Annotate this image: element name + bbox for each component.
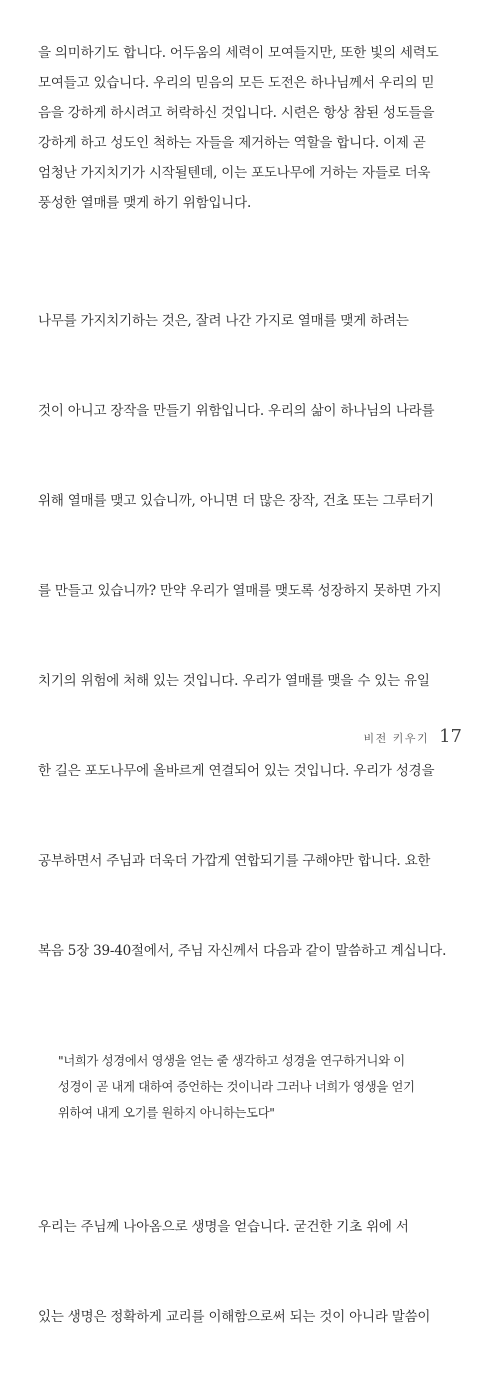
text-line: 있는 생명은 정확하게 교리를 이해함으로써 되는 것이 아니라 말씀이 xyxy=(38,1309,431,1325)
paragraph-2 xyxy=(38,246,464,1026)
text-line: 나무를 가지치기하는 것은, 잘려 나간 가지로 열매를 맺게 하려는 xyxy=(38,313,409,329)
quote-line: 성경이 곧 내게 대하여 증언하는 것이니라 그러나 너희가 영생을 얻기 xyxy=(58,1080,415,1094)
running-title: 비전 키우기 xyxy=(363,732,430,745)
quote-line: "너희가 성경에서 영생을 얻는 줄 생각하고 성경을 연구하거니와 이 xyxy=(58,1054,405,1068)
text-line: 위해 열매를 맺고 있습니까, 아니면 더 많은 장작, 건초 또는 그루터기 xyxy=(38,493,434,509)
text-line: 공부하면서 주님과 더욱더 가깝게 연합되기를 구해야만 합니다. 요한 xyxy=(38,853,431,869)
text-line: 치기의 위험에 처해 있는 것입니다. 우리가 열매를 맺을 수 있는 유일 xyxy=(38,673,430,689)
text-line: 엄청난 가지치기가 시작될텐데, 이는 포도나무에 거하는 자들로 더욱 xyxy=(38,165,431,181)
scripture-quote xyxy=(58,1048,458,1126)
text-line: 를 만들고 있습니까? 만약 우리가 열매를 맺도록 성장하지 못하면 가지 xyxy=(38,583,442,599)
text-line: 것이 아니고 장작을 만들기 위함입니다. 우리의 삶이 하나님의 나라를 xyxy=(38,403,435,419)
page-footer xyxy=(363,726,462,747)
page-number: 17 xyxy=(439,726,462,747)
paragraph-1 xyxy=(38,38,464,218)
text-line: 강하게 하고 성도인 척하는 자들을 제거하는 역할을 합니다. 이제 곧 xyxy=(38,135,426,151)
text-line: 복음 5장 39-40절에서, 주님 자신께서 다음과 같이 말씀하고 계십니다. xyxy=(38,943,447,959)
text-line: 풍성한 열매를 맺게 하기 위함입니다. xyxy=(38,195,252,211)
page-body xyxy=(38,38,464,1392)
text-line: 모여들고 있습니다. 우리의 믿음의 모든 도전은 하나님께서 우리의 믿 xyxy=(38,75,435,91)
paragraph-gap xyxy=(38,1026,464,1048)
quote-line: 위하여 내게 오기를 원하지 아니하는도다" xyxy=(58,1106,275,1120)
text-line: 음을 강하게 하시려고 허락하신 것입니다. 시련은 항상 참된 성도들을 xyxy=(38,105,435,121)
paragraph-3 xyxy=(38,1152,464,1392)
text-line: 우리는 주님께 나아옴으로 생명을 얻습니다. 굳건한 기초 위에 서 xyxy=(38,1219,409,1235)
text-line: 을 의미하기도 합니다. 어두움의 세력이 모여들지만, 또한 빛의 세력도 xyxy=(38,45,439,61)
paragraph-gap xyxy=(38,1126,464,1152)
text-line: 한 길은 포도나무에 올바르게 연결되어 있는 것입니다. 우리가 성경을 xyxy=(38,763,435,779)
paragraph-gap xyxy=(38,218,464,246)
